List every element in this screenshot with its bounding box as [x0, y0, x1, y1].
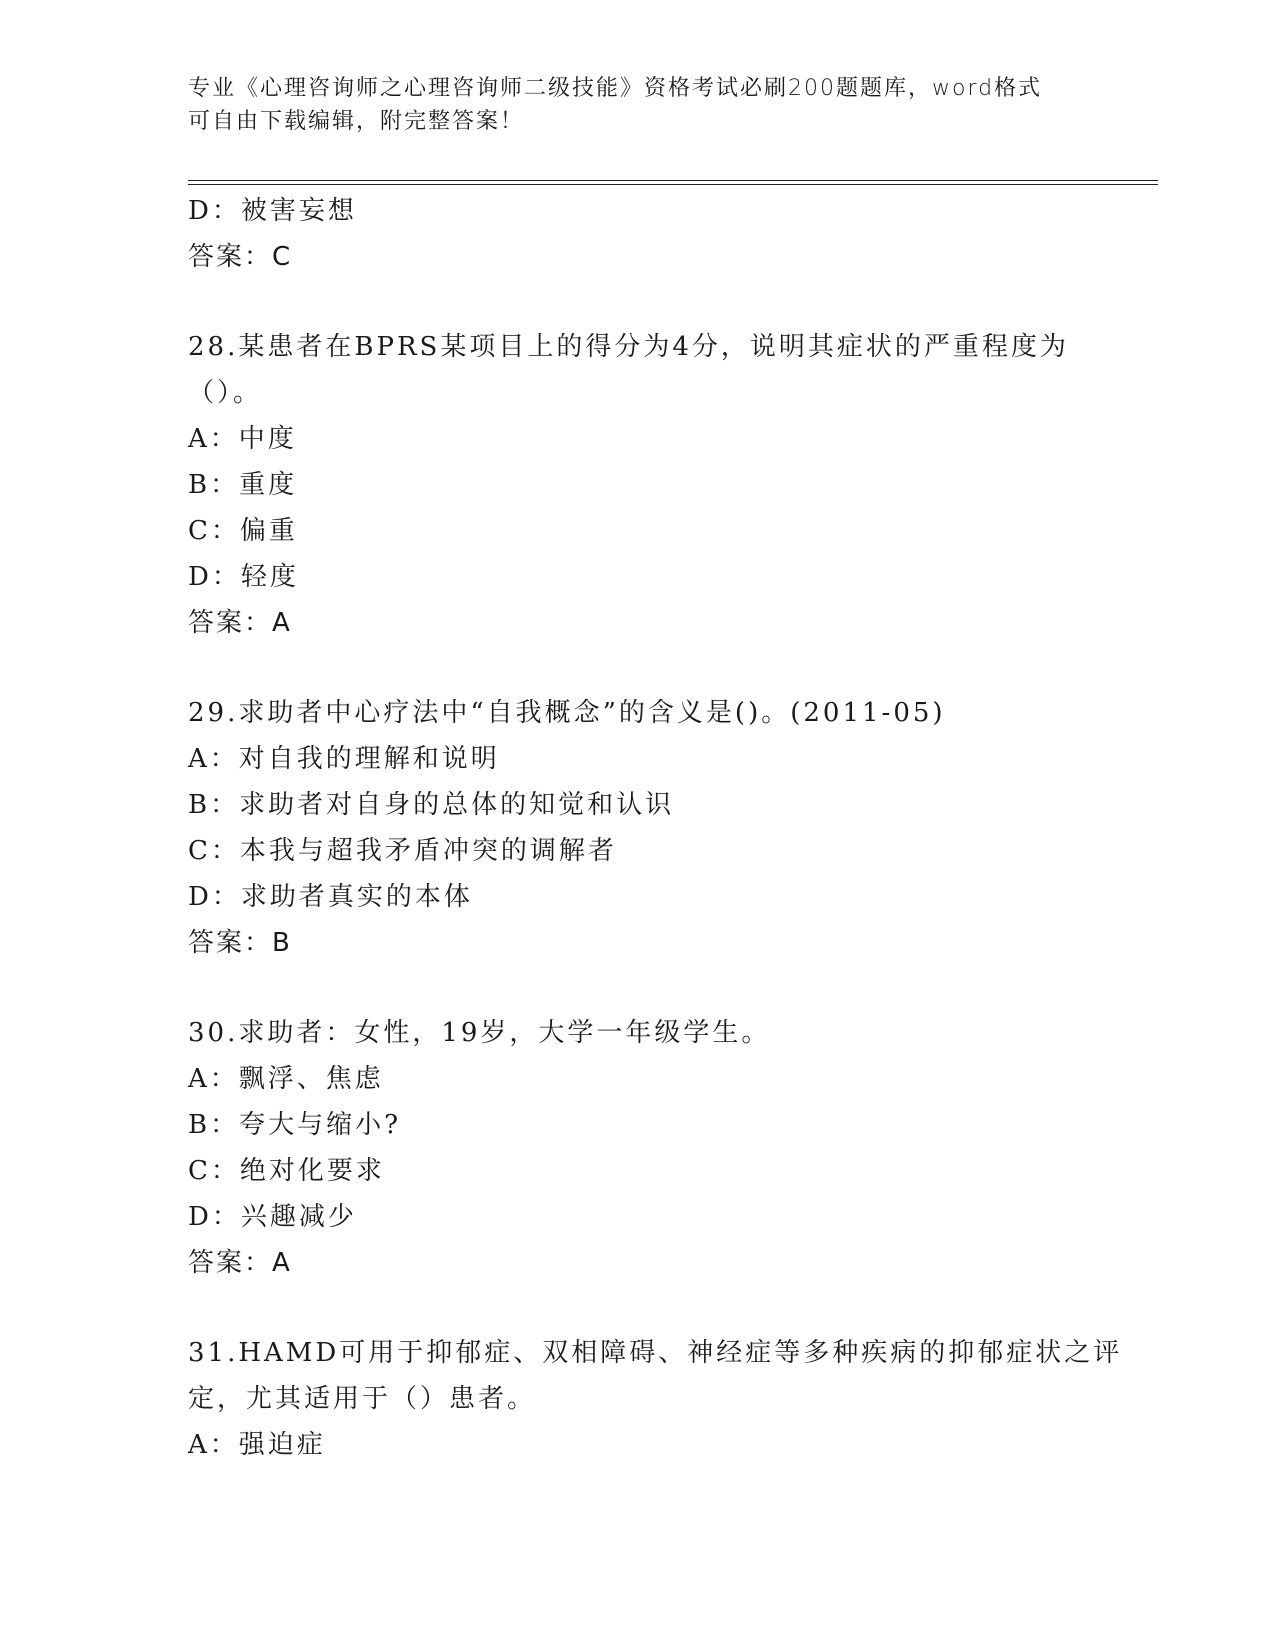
option-a: A：强迫症 [188, 1430, 326, 1460]
spacer [188, 646, 1088, 690]
option-b: B：夸大与缩小? [188, 1110, 402, 1140]
option-a: A：飘浮、焦虑 [188, 1064, 384, 1094]
answer-line: 答案：A [188, 1248, 292, 1278]
option-d: D：求助者真实的本体 [188, 882, 473, 912]
option-c: C：本我与超我矛盾冲突的调解者 [188, 836, 617, 866]
option-d: D：兴趣减少 [188, 1202, 357, 1232]
spacer [188, 966, 1088, 1010]
answer-line: 答案：A [188, 608, 292, 638]
spacer [188, 280, 1088, 324]
option-c: C：偏重 [188, 516, 298, 546]
question-text: 29.求助者中心疗法中“自我概念”的含义是()。(2011-05) [188, 698, 946, 728]
answer-line: 答案：B [188, 928, 292, 958]
document-header [188, 72, 1088, 138]
question-28 [188, 324, 1088, 646]
option-b: B：求助者对自身的总体的知觉和认识 [188, 790, 675, 820]
option-a: A：中度 [188, 424, 297, 454]
question-text: 28.某患者在BPRS某项目上的得分为4分，说明其症状的严重程度为 [188, 332, 1069, 362]
header-line-1: 专业《心理咨询师之心理咨询师二级技能》资格考试必刷200题题库，word格式 [188, 76, 1043, 101]
spacer [188, 1286, 1088, 1330]
header-divider [188, 180, 1158, 185]
option-d: D：轻度 [188, 562, 299, 592]
question-text: 31.HAMD可用于抑郁症、双相障碍、神经症等多种疾病的抑郁症状之评 [188, 1338, 1123, 1368]
option-b: B：重度 [188, 470, 298, 500]
answer-line: 答案：C [188, 242, 293, 272]
question-30 [188, 1010, 1088, 1286]
question-text-cont: （）。 [188, 378, 263, 408]
document-body [188, 188, 1123, 1468]
question-31 [188, 1330, 1123, 1468]
header-line-2: 可自由下载编辑，附完整答案！ [188, 109, 525, 134]
question-29 [188, 690, 1088, 966]
option-d: D：被害妄想 [188, 196, 357, 226]
option-a: A：对自我的理解和说明 [188, 744, 500, 774]
option-c: C：绝对化要求 [188, 1156, 385, 1186]
question-text: 30.求助者：女性，19岁，大学一年级学生。 [188, 1018, 771, 1048]
question-text-cont: 定，尤其适用于（）患者。 [188, 1384, 537, 1414]
